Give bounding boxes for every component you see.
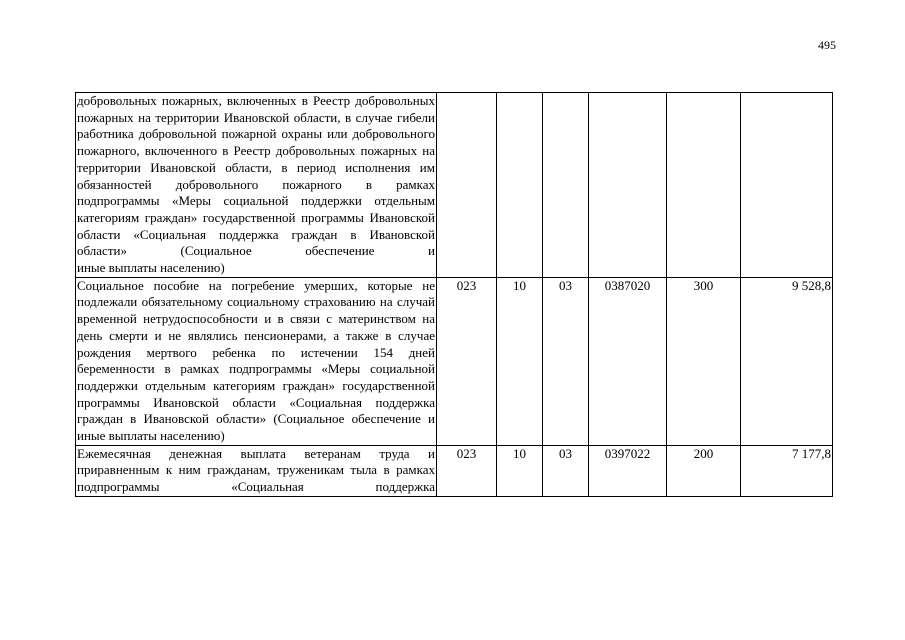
page-number: 495 <box>818 38 836 52</box>
expense-type-cell <box>667 93 741 278</box>
section-cell: 10 <box>497 277 543 445</box>
target-code-cell <box>589 93 667 278</box>
row-description: Социальное пособие на погребение умерших, которые не подлежали обязательному социальному страхованию на случай временной нетрудоспособности и в связи с материнством на день смерти и не являлись пенсионерами, а также в случае рождения мертвого ребенка по истечении 154 дней беременности в рамках подпрограммы «Меры социальной поддержки отдельным категориям граждан» государственной программы Ивановской области «Социальная поддержка граждан в Ивановской области» (Социальное обеспечение и иные выплаты населению) <box>76 277 437 445</box>
amount-cell: 9 528,8 <box>741 277 833 445</box>
table-row <box>76 445 833 496</box>
row-description: Ежемесячная денежная выплата ветеранам труда и приравненным к ним гражданам, труженикам тыла в рамках подпрограммы «Социальная поддержка <box>76 445 437 496</box>
admin-code-cell: 023 <box>437 445 497 496</box>
subsection-cell: 03 <box>543 445 589 496</box>
row-description: добровольных пожарных, включенных в Реестр добровольных пожарных на территории Ивановской области, в случае гибели работника добровольной пожарной охраны или добровольного пожарного, включенного в Реестр добровольных пожарных на территории Ивановской области, в период исполнения им обязанностей добровольного пожарного в рамках подпрограммы «Меры социальной поддержки отдельным категориям граждан» государственной программы Ивановской области «Социальная поддержка граждан в Ивановской области» (Социальное обеспечение и иные выплаты населению) <box>76 93 437 278</box>
expense-type-cell: 300 <box>667 277 741 445</box>
budget-table <box>75 92 833 497</box>
amount-cell: 7 177,8 <box>741 445 833 496</box>
subsection-cell <box>543 93 589 278</box>
target-code-cell: 0397022 <box>589 445 667 496</box>
table-row <box>76 277 833 445</box>
table-row <box>76 93 833 278</box>
section-cell <box>497 93 543 278</box>
subsection-cell: 03 <box>543 277 589 445</box>
amount-cell <box>741 93 833 278</box>
section-cell: 10 <box>497 445 543 496</box>
admin-code-cell <box>437 93 497 278</box>
target-code-cell: 0387020 <box>589 277 667 445</box>
expense-type-cell: 200 <box>667 445 741 496</box>
admin-code-cell: 023 <box>437 277 497 445</box>
